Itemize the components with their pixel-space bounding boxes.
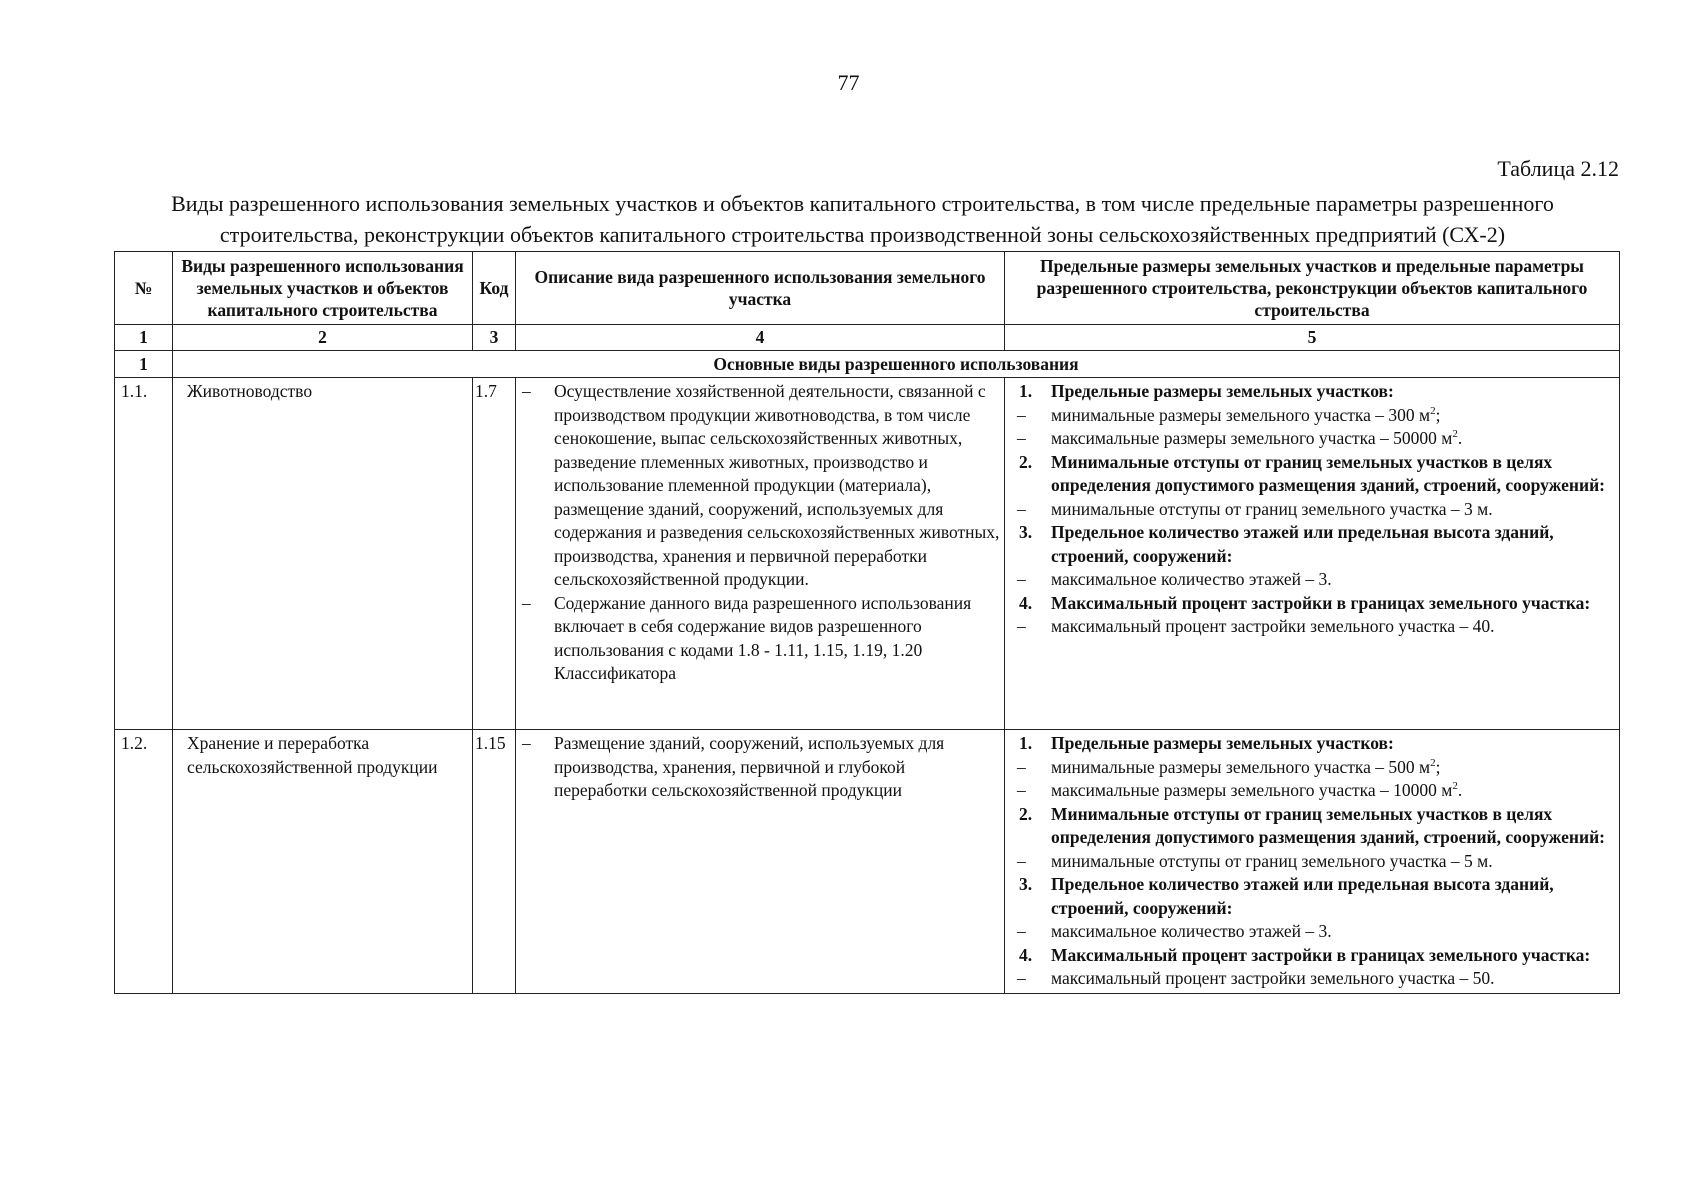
param-number: 1. (1019, 381, 1033, 401)
param-text: минимальные размеры земельного участка – 300 м (1051, 404, 1431, 425)
param-number: 2. (1019, 803, 1033, 824)
param-heading (1011, 380, 1613, 404)
section-num: 1 (115, 351, 173, 378)
superscript: 2 (1430, 404, 1436, 417)
dash: – (1017, 921, 1026, 941)
dash: – (1017, 569, 1026, 589)
param-heading (1011, 592, 1613, 616)
param-number: 4. (1019, 944, 1033, 965)
param-item (1011, 404, 1613, 428)
desc-text: Размещение зданий, сооружений, используемых для производства, хранения, первичной и глубокой переработки сельскохозяйственной продукции (554, 733, 945, 800)
header-desc: Описание вида разрешенного использования земельного участка (516, 252, 1005, 325)
punct: ; (1435, 756, 1441, 777)
dash: – (522, 733, 531, 753)
dash: – (522, 592, 531, 613)
table-label: Таблица 2.12 (1497, 156, 1619, 181)
param-number: 4. (1019, 592, 1033, 613)
punct: . (1457, 428, 1463, 448)
dash: – (1017, 968, 1026, 988)
dash: – (1017, 404, 1026, 425)
column-number: 5 (1005, 325, 1620, 351)
column-number-row (115, 325, 1620, 351)
param-item (1011, 850, 1613, 874)
column-number: 3 (473, 325, 516, 351)
param-heading-text: Максимальный процент застройки в границах земельного участка: (1051, 592, 1591, 613)
header-row (115, 252, 1620, 325)
superscript: 2 (1430, 756, 1436, 769)
desc-item (516, 592, 1004, 686)
desc-text: Содержание данного вида разрешенного использования включает в себя содержание видов разрешенного использования с кодами 1.8 - 1.11, 1.15, 1.19, 1.20 Классификатора (554, 592, 972, 683)
desc-item (516, 732, 1004, 803)
punct: . (1457, 780, 1463, 800)
table-title: Виды разрешенного использования земельных участков и объектов капитального строительства, в том числе предельные параметры разрешенного строительства, реконструкции объектов капитального строительства производственной зоны сельскохозяйственных предприятий (СХ-2) (171, 191, 1554, 247)
param-number: 1. (1019, 733, 1033, 753)
header-params: Предельные размеры земельных участков и предельные параметры разрешенного строительства, реконструкции объектов капитального строительства (1005, 252, 1620, 325)
param-text: максимальное количество этажей – 3. (1051, 921, 1332, 941)
param-text: максимальные размеры земельного участка – 10000 м (1051, 780, 1453, 800)
param-text: максимальный процент застройки земельного участка – 50. (1051, 968, 1495, 988)
section-title: Основные виды разрешенного использования (173, 351, 1620, 378)
param-heading-text: Предельное количество этажей или предельная высота зданий, строений, сооружений: (1051, 522, 1554, 566)
column-number: 2 (173, 325, 473, 351)
superscript: 2 (1452, 428, 1458, 441)
param-text: максимальное количество этажей – 3. (1051, 569, 1332, 589)
dash: – (1017, 428, 1026, 448)
param-item (1011, 568, 1613, 592)
param-heading-text: Максимальный процент застройки в границах земельного участка: (1051, 944, 1591, 965)
row-params (1005, 378, 1620, 730)
dash: – (1017, 756, 1026, 777)
param-text: максимальный процент застройки земельного участка – 40. (1051, 616, 1495, 636)
param-number: 2. (1019, 451, 1033, 472)
param-item (1011, 427, 1613, 451)
param-item (1011, 920, 1613, 944)
param-item (1011, 967, 1613, 991)
row-name: Животноводство (173, 378, 473, 730)
param-heading-text: Предельные размеры земельных участков: (1051, 381, 1394, 401)
param-item (1011, 756, 1613, 780)
header-name: Виды разрешенного использования земельных участков и объектов капитального строительства (173, 252, 473, 325)
row-name: Хранение и переработка сельскохозяйственной продукции (173, 730, 473, 994)
param-item (1011, 779, 1613, 803)
row-code: 1.7 (473, 378, 516, 730)
column-number: 4 (516, 325, 1005, 351)
param-heading-text: Минимальные отступы от границ земельных участков в целях определения допустимого размещения зданий, строений, сооружений: (1051, 451, 1605, 495)
header-num: № (115, 252, 173, 325)
param-heading (1011, 732, 1613, 756)
param-heading-text: Предельные размеры земельных участков: (1051, 733, 1394, 753)
table-row (115, 730, 1620, 994)
row-code: 1.15 (473, 730, 516, 994)
param-heading-text: Минимальные отступы от границ земельных участков в целях определения допустимого размещения зданий, строений, сооружений: (1051, 803, 1605, 847)
desc-text: Осуществление хозяйственной деятельности, связанной с производством продукции животноводства, в том числе сенокошение, выпас сельскохозяйственных животных, разведение племенных животных, производство и использование племенной продукции (материала), размещение зданий, сооружений, используемых для содержания и разведения сельскохозяйственных животных, производства, хранения и первичной переработки сельскохозяйственной продукции. (554, 381, 1000, 589)
table-row (115, 378, 1620, 730)
row-params (1005, 730, 1620, 994)
param-heading (1011, 873, 1613, 920)
dash: – (1017, 780, 1026, 800)
dash: – (1017, 850, 1026, 871)
superscript: 2 (1452, 780, 1458, 793)
param-text: минимальные отступы от границ земельного участка – 3 м. (1051, 498, 1493, 519)
row-desc (516, 730, 1005, 994)
land-use-table (114, 251, 1620, 994)
column-number: 1 (115, 325, 173, 351)
param-text: минимальные размеры земельного участка – 500 м (1051, 756, 1431, 777)
punct: ; (1435, 404, 1441, 425)
row-desc (516, 378, 1005, 730)
param-item (1011, 615, 1613, 639)
param-heading (1011, 451, 1613, 498)
header-code: Код (473, 252, 516, 325)
page-number: 77 (837, 70, 860, 95)
param-text: минимальные отступы от границ земельного участка – 5 м. (1051, 850, 1493, 871)
param-text: максимальные размеры земельного участка – 50000 м (1051, 428, 1453, 448)
dash: – (1017, 616, 1026, 636)
row-num: 1.1. (115, 378, 173, 730)
desc-item (516, 380, 1004, 592)
param-item (1011, 498, 1613, 522)
row-num: 1.2. (115, 730, 173, 994)
param-number: 3. (1019, 874, 1033, 894)
section-row (115, 351, 1620, 378)
dash: – (1017, 498, 1026, 519)
param-heading (1011, 944, 1613, 968)
param-number: 3. (1019, 522, 1033, 542)
param-heading (1011, 803, 1613, 850)
dash: – (522, 381, 531, 401)
param-heading (1011, 521, 1613, 568)
param-heading-text: Предельное количество этажей или предельная высота зданий, строений, сооружений: (1051, 874, 1554, 918)
